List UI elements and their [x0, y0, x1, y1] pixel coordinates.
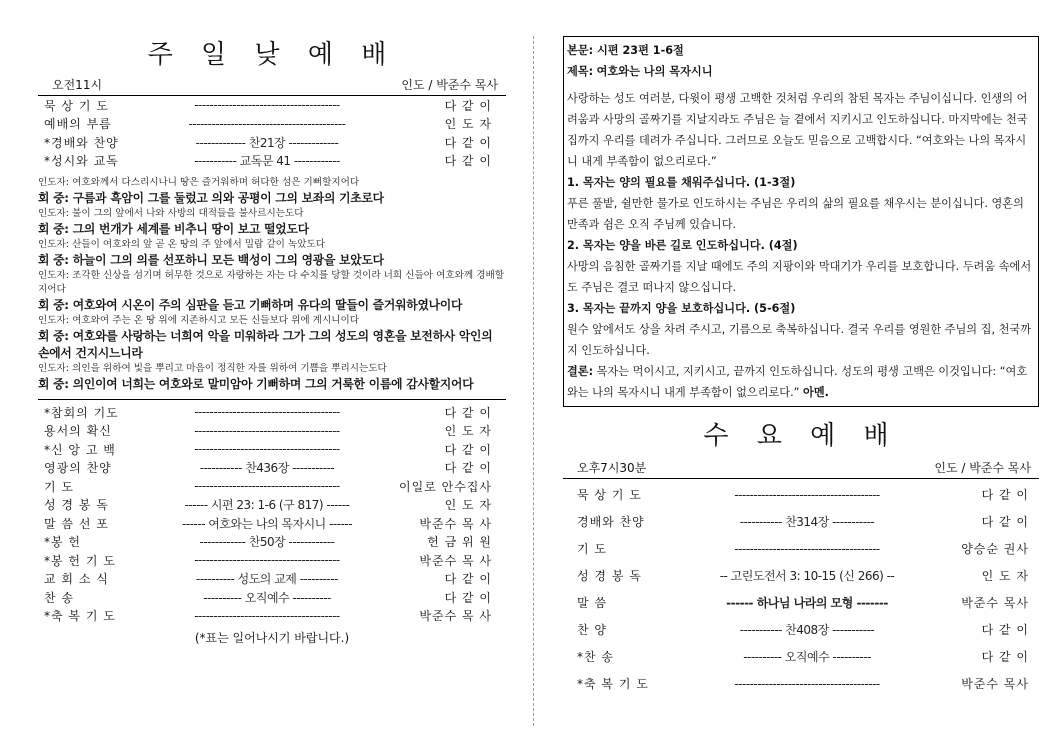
order-detail: ------ 하나님 나라의 모형 -------	[726, 596, 888, 610]
order-row	[563, 643, 1039, 670]
sunday-time-row	[38, 76, 506, 96]
leader-line: 인도자: 여호와여 주는 온 땅 위에 지존하시고 모든 신들보다 위에 계시니이다	[38, 315, 360, 326]
order-person: 박준수 목 사	[419, 553, 492, 568]
order-detail: --------------------------------------	[194, 553, 340, 568]
order-row	[563, 589, 1039, 616]
order-person: 박준수 목사	[961, 596, 1029, 610]
order-row	[38, 588, 506, 607]
order-row	[38, 440, 506, 459]
order-person: 박준수 목 사	[419, 516, 492, 531]
sermon-text-ref: 시편 23편 1-6절	[597, 44, 684, 57]
order-row	[38, 607, 506, 626]
standing-note: (*표는 일어나시기 바랍니다.)	[194, 631, 350, 645]
order-detail: --------------------------------------	[734, 541, 880, 556]
sunday-service	[38, 36, 506, 646]
congregation-line: 회 중: 의인이여 너희는 여호와로 말미암아 기뻐하며 그의 거룩한 이름에 감사할지어다	[38, 377, 474, 391]
order-person: 인 도 자	[444, 117, 492, 132]
order-label: *축 복 기 도	[577, 677, 649, 691]
sermon-point-heading: 1. 목자는 양의 필요를 채워주십니다. (1-3절)	[567, 176, 796, 189]
order-label: 말 씀	[577, 596, 607, 610]
order-row	[38, 96, 506, 115]
sermon-point-body: 푸른 풀밭, 쉴만한 물가로 인도하시는 주님은 우리의 삶의 필요를 채우시는 분이십니다. 영혼의 만족과 쉼은 오직 주님께 있습니다.	[567, 197, 1024, 231]
congregation-line: 회 중: 하늘이 그의 의를 선포하니 모든 백성이 그의 영광을 보았도다	[38, 253, 384, 267]
order-label: 영광의 찬양	[44, 461, 112, 476]
sermon-title-label: 제목:	[567, 65, 594, 78]
order-detail: --------------------------------------	[734, 487, 880, 502]
order-row	[38, 403, 506, 422]
sermon-intro: 사랑하는 성도 여러분, 다윗이 평생 고백한 것처럼 우리의 참된 목자는 주님이십니다. 인생의 어려움과 사망의 골짜기를 지날지라도 주님은 늘 곁에서 지키시고 인도하십니다. 마지막에는 천국 집까지 우리를 데려가 주십니다. 그러므로 오늘도 믿음으로 고백합시다. “여호와는 나의 목자시니 내게 부족함이 없으리로다.”	[567, 92, 1028, 168]
wednesday-time: 오후7시30분	[577, 461, 647, 475]
order-label: 기 도	[577, 542, 607, 556]
order-label: 예배의 부름	[44, 117, 112, 132]
order-row	[38, 496, 506, 515]
order-label: *축 복 기 도	[44, 609, 116, 624]
order-person: 다 같 이	[981, 515, 1029, 529]
order-person: 다 같 이	[444, 405, 492, 420]
order-row	[38, 422, 506, 441]
order-detail: ---------- 성도의 교제 ----------	[195, 572, 338, 587]
sermon-point-heading: 3. 목자는 끝까지 양을 보호하십니다. (5-6절)	[567, 302, 796, 315]
order-row	[38, 570, 506, 589]
order-detail: ---------- 오직예수 ----------	[203, 590, 331, 605]
order-person: 헌 금 위 원	[427, 535, 492, 550]
order-label: *봉 헌 기 도	[44, 553, 116, 568]
order-row	[38, 133, 506, 152]
leader-line: 인도자: 조각한 신상을 섬기며 허무한 것으로 자랑하는 자는 다 수치를 당할 것이라 너희 신들아 여호와께 경배할지어다	[38, 270, 505, 295]
congregation-line: 회 중: 구름과 흑암이 그를 둘렀고 의와 공평이 그의 보좌의 기초로다	[38, 191, 384, 205]
congregation-line: 회 중: 여호와여 시온이 주의 심판을 듣고 기뻐하며 유다의 딸들이 즐거워하였나이다	[38, 298, 463, 312]
order-detail: --------------------------------------	[194, 98, 340, 113]
right-column	[563, 36, 1039, 697]
order-label: 경배와 찬양	[577, 515, 645, 529]
order-label: 용서의 확신	[44, 424, 112, 439]
order-row	[38, 514, 506, 533]
sunday-order-top	[38, 96, 506, 170]
order-person: 다 같 이	[444, 154, 492, 169]
order-row	[38, 459, 506, 478]
column-divider	[533, 36, 534, 726]
order-row	[38, 115, 506, 134]
order-label: 기 도	[44, 479, 74, 494]
sermon-point-body: 원수 앞에서도 상을 차려 주시고, 기름으로 축복하십니다. 결국 우리를 영원한 주님의 집, 천국까지 인도하십니다.	[567, 323, 1032, 357]
order-row	[563, 508, 1039, 535]
order-row	[563, 535, 1039, 562]
order-row	[38, 477, 506, 496]
sermon-point-heading: 2. 목자는 양을 바른 길로 인도하십니다. (4절)	[567, 239, 798, 252]
order-row	[563, 670, 1039, 697]
order-person: 양승순 권사	[961, 542, 1029, 556]
order-detail: ------ 시편 23: 1-6 (구 817) ------	[184, 498, 350, 513]
order-detail: --------------------------------------	[734, 676, 880, 691]
order-row	[38, 533, 506, 552]
order-detail: --------------------------------------	[194, 479, 340, 494]
order-detail: ------ 여호와는 나의 목자시니 ------	[181, 516, 353, 531]
conclusion-text: 목자는 먹이시고, 지키시고, 끝까지 인도하십니다. 성도의 평생 고백은 이것입니다: “여호와는 나의 목자시니 내게 부족함이 없으리로다.”	[567, 365, 1028, 399]
order-detail: ---------- 오직예수 ----------	[743, 650, 871, 664]
wednesday-title: 수 요 예 배	[703, 421, 899, 451]
conclusion-label: 결론:	[567, 365, 594, 378]
order-detail: ----------- 교독문 41 ------------	[194, 154, 340, 169]
leader-line: 인도자: 의인을 위하여 빛을 뿌리고 마음이 정직한 자를 위하여 기쁨을 뿌리시는도다	[38, 363, 387, 374]
wednesday-order	[563, 481, 1039, 697]
order-person: 박준수 목사	[961, 677, 1029, 691]
order-person: 인 도 자	[444, 424, 492, 439]
order-label: *참회의 기도	[44, 405, 119, 420]
order-label: 묵 상 기 도	[44, 98, 109, 113]
congregation-line: 회 중: 그의 번개가 세계를 비추니 땅이 보고 떨었도다	[38, 222, 309, 236]
responsive-reading	[38, 176, 506, 393]
leader-line: 인도자: 여호와께서 다스리시나니 땅은 즐거워하며 허다한 섬은 기뻐할지어다	[38, 177, 360, 188]
order-label: 말 씀 선 포	[44, 516, 109, 531]
order-person: 이일로 안수집사	[399, 479, 492, 494]
order-person: 박준수 목 사	[419, 609, 492, 624]
order-person: 인 도 자	[981, 569, 1029, 583]
sunday-leader: 인도 / 박준수 목사	[401, 78, 498, 92]
order-label: 묵 상 기 도	[577, 488, 642, 502]
order-label: 성 경 봉 독	[577, 569, 642, 583]
order-detail: ------------- 찬21장 -------------	[195, 135, 339, 150]
order-label: *경배와 찬양	[44, 135, 119, 150]
order-person: 다 같 이	[444, 442, 492, 457]
order-row	[563, 481, 1039, 508]
order-label: *신 앙 고 백	[44, 442, 116, 457]
order-label: 찬 송	[44, 590, 74, 605]
order-row	[563, 562, 1039, 589]
order-detail: --------------------------------------	[194, 423, 340, 438]
order-label: 교 회 소 식	[44, 572, 109, 587]
sunday-title: 주 일 낮 예 배	[147, 40, 397, 70]
leader-line: 인도자: 불이 그의 앞에서 나와 사방의 대적들을 불사르시는도다	[38, 208, 304, 219]
order-detail: ----------- 찬314장 -----------	[739, 515, 875, 529]
order-person: 다 같 이	[981, 650, 1029, 664]
order-label: 찬 양	[577, 623, 607, 637]
order-detail: -----------------------------------------	[188, 116, 346, 131]
sermon-title-line	[567, 61, 1034, 82]
sermon-summary	[563, 36, 1039, 407]
order-row	[38, 152, 506, 171]
order-detail: --------------------------------------	[194, 442, 340, 457]
sermon-point-body: 사망의 음침한 골짜기를 지날 때에도 주의 지팡이와 막대기가 우리를 보호합니다. 두려움 속에서도 주님은 결코 떠나지 않으십니다.	[567, 260, 1032, 294]
wednesday-leader: 인도 / 박준수 목사	[934, 461, 1031, 475]
sunday-time: 오전11시	[52, 78, 103, 92]
amen: 아멘.	[803, 386, 829, 399]
order-person: 다 같 이	[444, 461, 492, 476]
sermon-conclusion	[567, 361, 1034, 403]
order-detail: ------------ 찬50장 ------------	[199, 535, 335, 550]
sermon-title: 여호와는 나의 목자시니	[596, 65, 713, 78]
order-label: *찬 송	[577, 650, 614, 664]
order-person: 인 도 자	[444, 498, 492, 513]
sunday-order-bottom	[38, 399, 506, 625]
congregation-line: 회 중: 여호와를 사랑하는 너희여 악을 미워하라 그가 그의 성도의 영혼을 보전하사 악인의 손에서 건지시느니라	[38, 329, 493, 360]
order-detail: -- 고린도전서 3: 10-15 (신 266) --	[719, 569, 895, 583]
sermon-text-label: 본문:	[567, 44, 594, 57]
order-label: *성시와 교독	[44, 154, 119, 169]
order-person: 다 같 이	[981, 488, 1029, 502]
wednesday-time-row	[563, 459, 1039, 479]
wednesday-service	[563, 421, 1039, 697]
order-person: 다 같 이	[444, 135, 492, 150]
order-row	[38, 551, 506, 570]
order-detail: --------------------------------------	[194, 608, 340, 623]
order-detail: ----------- 찬408장 -----------	[739, 623, 875, 637]
order-person: 다 같 이	[981, 623, 1029, 637]
order-person: 다 같 이	[444, 590, 492, 605]
order-label: *봉 헌	[44, 535, 81, 550]
order-detail: --------------------------------------	[194, 405, 340, 420]
order-person: 다 같 이	[444, 98, 492, 113]
order-person: 다 같 이	[444, 572, 492, 587]
leader-line: 인도자: 산들이 여호와의 앞 곧 온 땅의 주 앞에서 밀랍 같이 녹았도다	[38, 239, 326, 250]
order-label: 성 경 봉 독	[44, 498, 109, 513]
order-row	[563, 616, 1039, 643]
order-detail: ----------- 찬436장 -----------	[199, 461, 335, 476]
sermon-text-line	[567, 40, 1034, 61]
